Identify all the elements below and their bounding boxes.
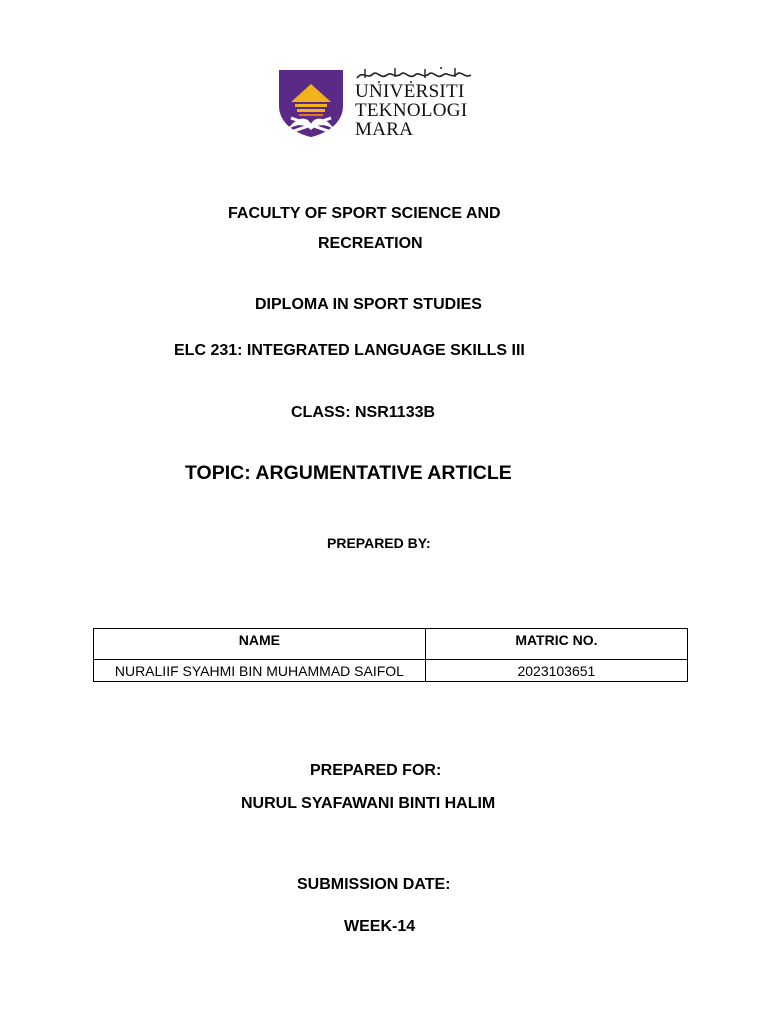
prepared-for-label: PREPARED FOR:: [310, 762, 442, 779]
program-title: DIPLOMA IN SPORT STUDIES: [255, 296, 482, 313]
matric-number-cell: 2023103651: [425, 660, 687, 682]
university-logo: [277, 66, 477, 140]
prepared-by-label: PREPARED BY:: [327, 535, 431, 551]
table-header-row: [94, 629, 688, 660]
faculty-title-line2: RECREATION: [318, 235, 423, 252]
faculty-title-line1: FACULTY OF SPORT SCIENCE AND: [228, 205, 501, 222]
student-name-cell: NURALIIF SYAHMI BIN MUHAMMAD SAIFOL: [94, 660, 426, 682]
students-table: [93, 628, 688, 682]
header-name: NAME: [94, 629, 426, 660]
logo-line-universiti: UNIVERSITI: [355, 81, 465, 102]
logo-line-mara: MARA: [355, 119, 414, 140]
lecturer-name: NURUL SYAFAWANI BINTI HALIM: [241, 795, 496, 812]
university-crest-icon: [277, 68, 345, 138]
submission-date-label: SUBMISSION DATE:: [297, 876, 451, 893]
table-row: [94, 660, 688, 682]
header-matric-no: MATRIC NO.: [425, 629, 687, 660]
submission-date-value: WEEK-14: [344, 918, 416, 935]
logo-line-teknologi: TEKNOLOGI: [355, 100, 468, 121]
course-title: ELC 231: INTEGRATED LANGUAGE SKILLS III: [174, 342, 525, 359]
logo-wordmark: [355, 66, 477, 140]
class-code: CLASS: NSR1133B: [291, 404, 436, 421]
topic-title: TOPIC: ARGUMENTATIVE ARTICLE: [185, 462, 512, 484]
